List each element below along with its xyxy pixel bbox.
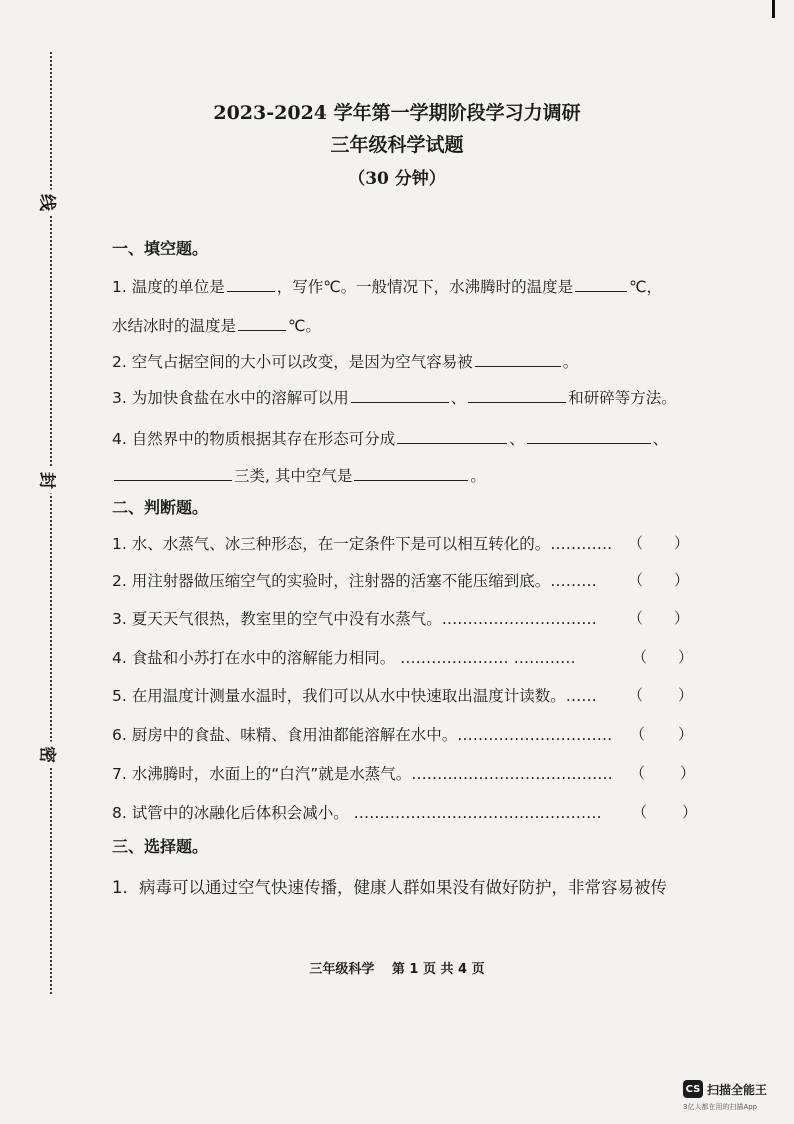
q3-blank-2[interactable] (468, 388, 566, 403)
judge-item-1: 1. 水、水蒸气、冰三种形态，在一定条件下是可以相互转化的。………… （ ） (112, 534, 690, 553)
judge-item-2: 2. 用注射器做压缩空气的实验时，注射器的活塞不能压缩到底。……… （ ） (112, 571, 690, 590)
judge-item-8: 8. 试管中的冰融化后体积会减小。 ………………………………………… （ ） (112, 803, 698, 822)
q4-text-c: 、 (652, 430, 669, 448)
top-edge-mark (772, 0, 775, 18)
fill-q1-line2 (112, 314, 321, 336)
q3-text-a: 3. 为加快食盐在水中的溶解可以用 (112, 389, 349, 407)
judge-item-6: 6. 厨房中的食盐、味精、食用油都能溶解在水中。………………………… （ ） (112, 725, 694, 744)
q4-blank-3[interactable] (114, 466, 232, 481)
exam-subtitle: 三年级科学试题 (330, 134, 464, 156)
judge-item-7: 7. 水沸腾时，水面上的“白汽”就是水蒸气。………………………………… （ ） (112, 764, 696, 783)
q4-text-a: 4. 自然界中的物质根据其存在形态可分成 (112, 430, 396, 448)
q2-blank[interactable] (475, 352, 561, 367)
q3-blank-1[interactable] (351, 388, 449, 403)
section-fill-blank-heading: 一、填空题。 (112, 239, 209, 258)
section-judge-heading: 二、判断题。 (112, 498, 209, 517)
cs-logo-icon: CS (683, 1080, 703, 1098)
fill-q3 (112, 386, 677, 408)
binding-char-xian: 线 (37, 190, 62, 216)
choice-q1: 1．病毒可以通过空气快速传播，健康人群如果没有做好防护，非常容易被传 (112, 878, 667, 897)
page-footer: 三年级科学 第 1 页 共 4 页 (309, 962, 485, 977)
judge-answer-3[interactable]: ） (674, 609, 690, 627)
judge-item-4: 4. 食盐和小苏打在水中的溶解能力相同。 ………………… ………… （ ） (112, 648, 694, 667)
judge-answer-2[interactable]: ） (674, 571, 690, 589)
fill-q2 (112, 350, 578, 372)
judge-answer-8[interactable]: ） (682, 803, 698, 821)
judge-answer-4[interactable]: ） (678, 648, 694, 666)
scanner-app-name: 扫描全能王 (707, 1082, 768, 1097)
q1-text-d: 水结冰时的温度是 (112, 317, 237, 335)
judge-item-3: 3. 夏天天气很热，教室里的空气中没有水蒸气。………………………… （ ） (112, 609, 690, 628)
judge-item-5: 5. 在用温度计测量水温时，我们可以从水中快速取出温度计读数。…… （ ） (112, 686, 694, 705)
q3-text-b: 、 (450, 389, 467, 407)
q2-text-a: 2. 空气占据空间的大小可以改变，是因为空气容易被 (112, 353, 473, 371)
judge-answer-7[interactable]: ） (680, 764, 696, 782)
exam-duration: （30 分钟） (348, 169, 446, 189)
fill-q1-line1 (112, 275, 662, 297)
q1-text-b: ，写作℃。一般情况下，水沸腾时的温度是 (276, 278, 574, 296)
q3-text-c: 和研碎等方法。 (568, 389, 677, 407)
q4-text-d: 三类, 其中空气是 (234, 467, 353, 485)
judge-answer-6[interactable]: ） (678, 725, 694, 743)
q1-blank-2[interactable] (575, 277, 627, 292)
scanner-watermark (683, 1080, 767, 1098)
judge-answer-5[interactable]: ） (678, 686, 694, 704)
fill-q4-line2 (112, 464, 486, 486)
q1-text-a: 1. 温度的单位是 (112, 278, 225, 296)
binding-char-feng: 封 (37, 468, 62, 494)
q1-blank-1[interactable] (227, 277, 275, 292)
scanner-tagline: 3亿人都在用的扫描App (683, 1103, 758, 1111)
exam-title: 2023-2024 学年第一学期阶段学习力调研 (213, 102, 581, 124)
judge-answer-1[interactable]: ） (674, 534, 690, 552)
q1-text-e: ℃。 (288, 317, 321, 335)
fill-q4-line1 (112, 427, 668, 449)
q4-blank-4[interactable] (354, 466, 468, 481)
q1-blank-3[interactable] (238, 316, 286, 331)
q4-text-b: 、 (509, 430, 525, 448)
q2-text-b: 。 (562, 353, 579, 371)
q4-blank-2[interactable] (527, 429, 651, 444)
q1-text-c: ℃， (629, 278, 663, 296)
section-choice-heading: 三、选择题。 (112, 837, 209, 856)
q4-text-e: 。 (470, 467, 486, 485)
q4-blank-1[interactable] (397, 429, 507, 444)
binding-char-mi: 密 (37, 742, 62, 768)
